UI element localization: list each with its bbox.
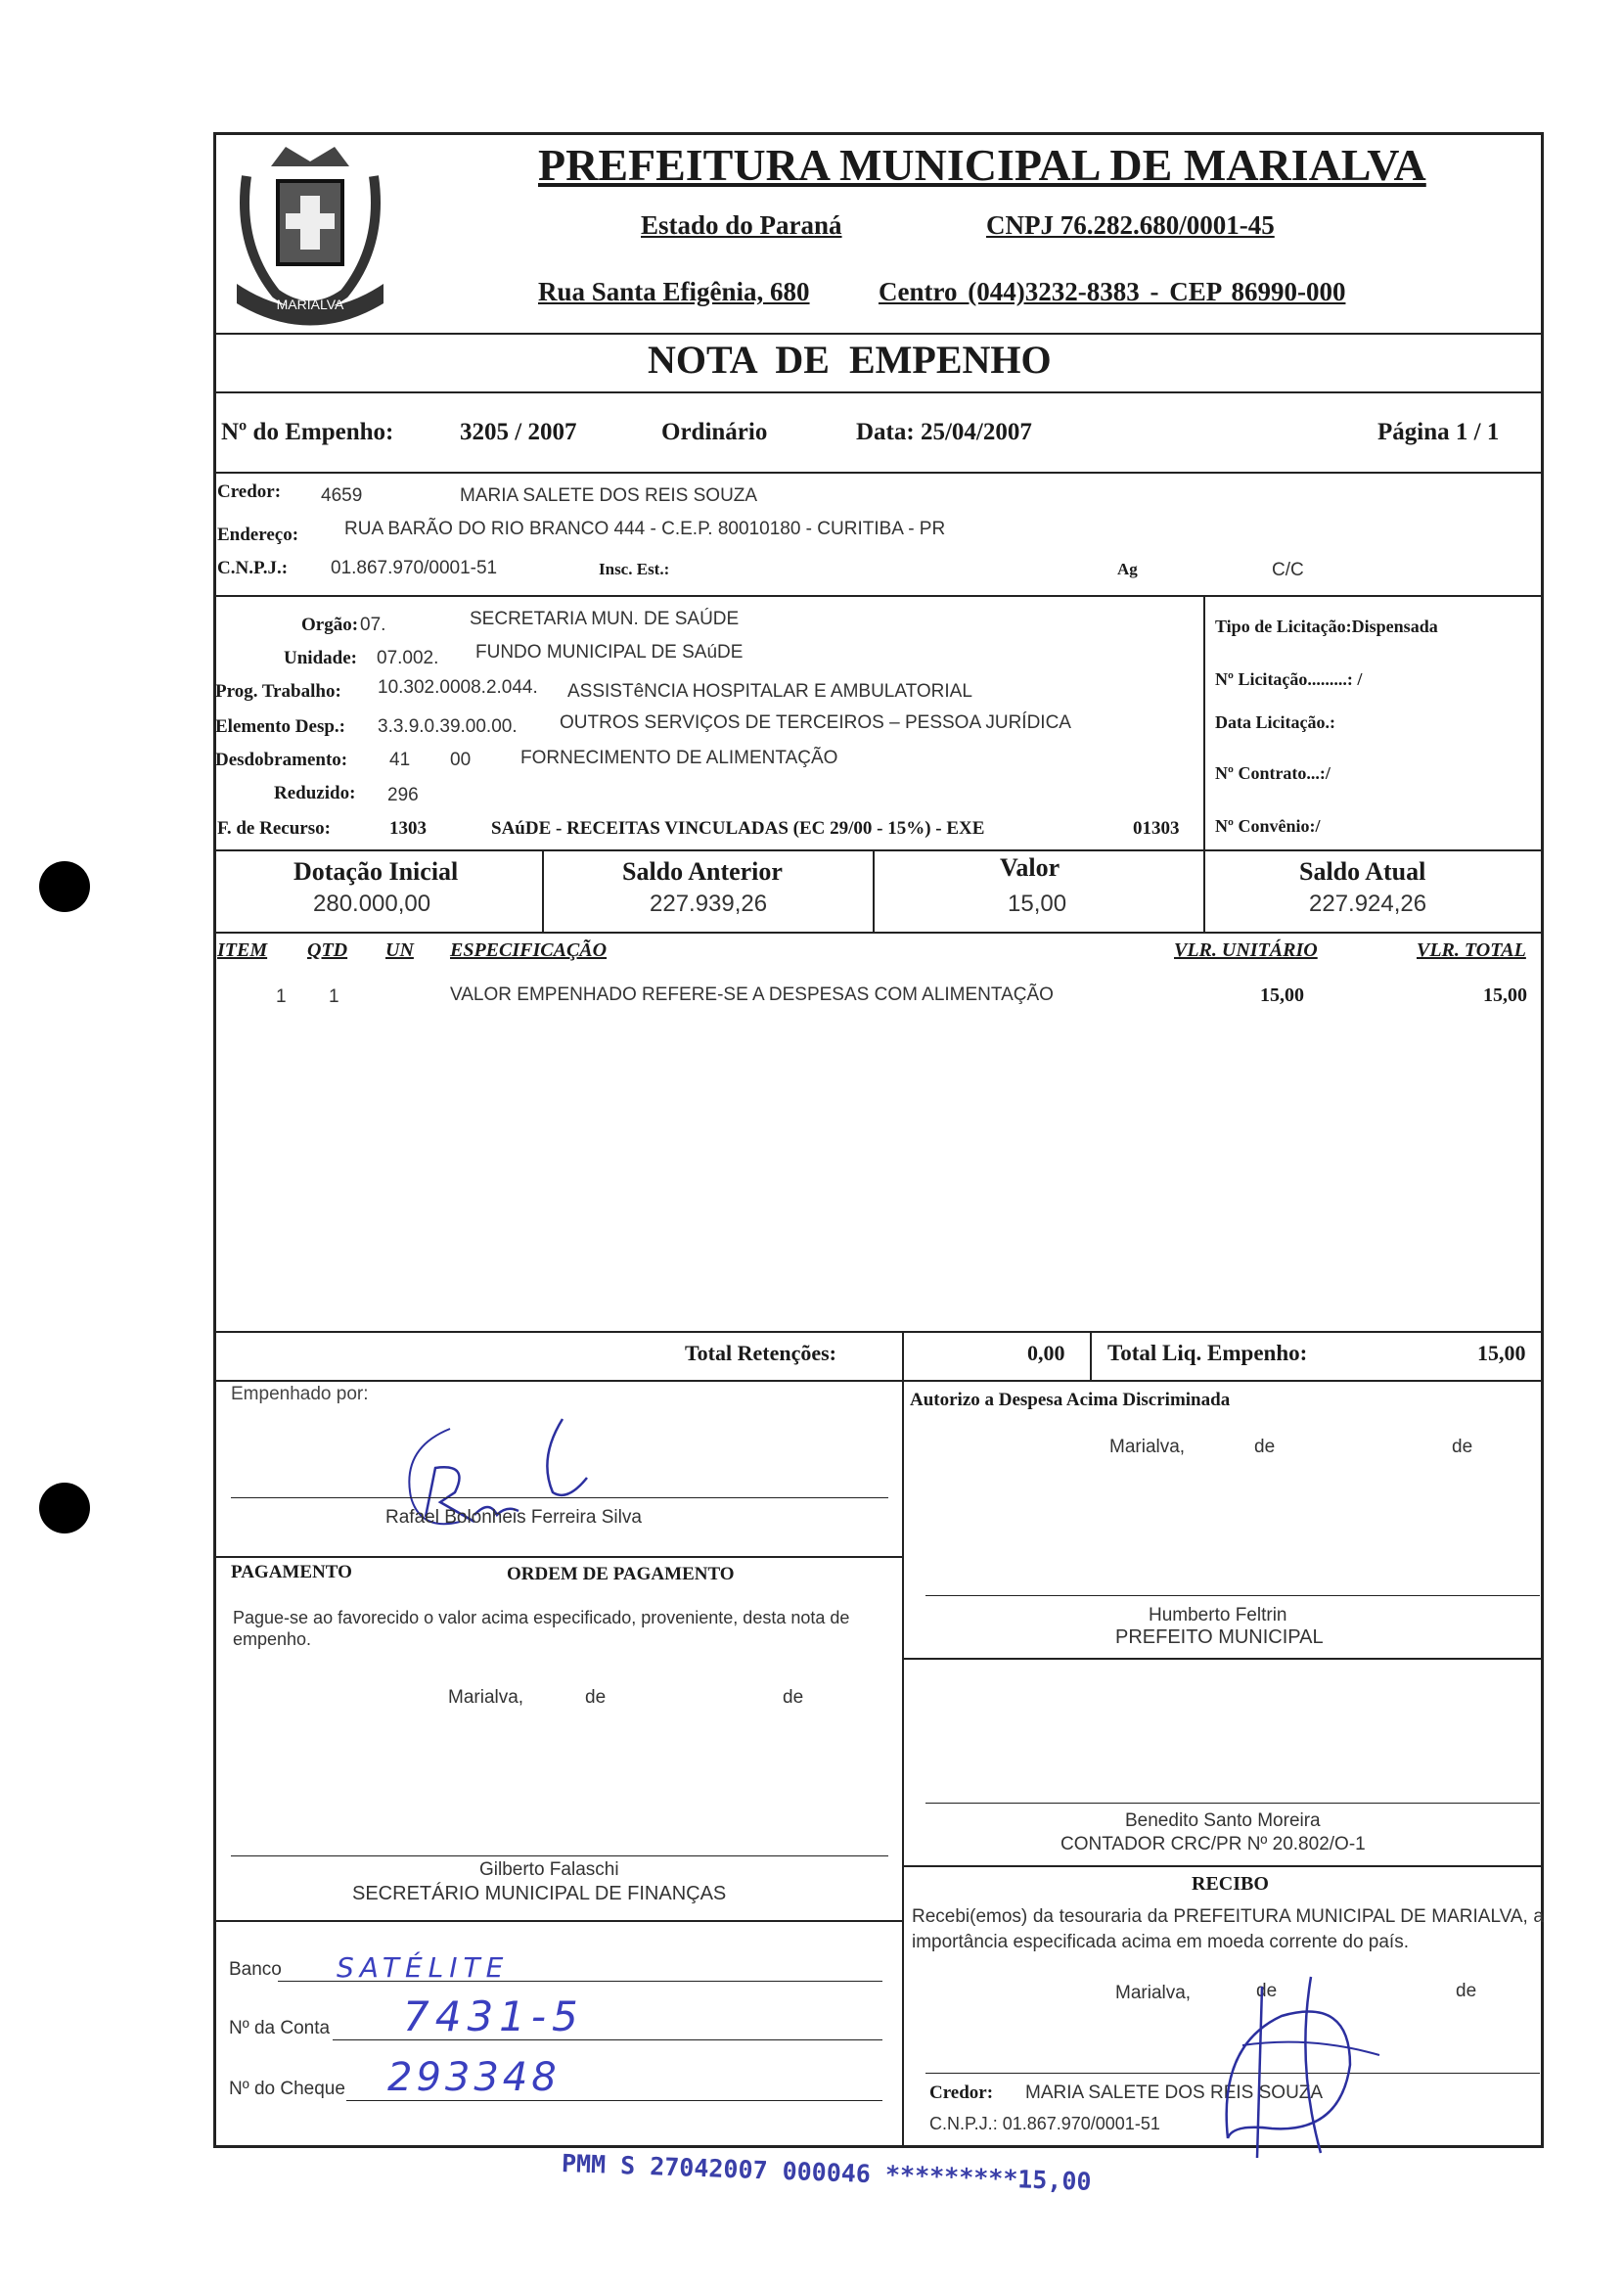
licitacao-convenio: Nº Convênio:/ [1215, 816, 1321, 836]
empenho-number: 3205 / 2007 [460, 419, 577, 445]
recibo-de-2: de [1456, 1981, 1477, 2001]
cheque-label: Nº do Cheque [229, 2079, 345, 2099]
conta-label: Nº da Conta [229, 2018, 331, 2038]
col-un: UN [385, 939, 414, 961]
liq-label: Total Liq. Empenho: [1107, 1341, 1308, 1365]
unidade-name: FUNDO MUNICIPAL DE SAúDE [475, 642, 744, 663]
atual-label: Saldo Atual [1299, 857, 1426, 886]
col-unit-value: VLR. UNITÁRIO [1174, 939, 1318, 961]
credor-name: MARIA SALETE DOS REIS SOUZA [460, 485, 758, 506]
col-qtd: QTD [307, 939, 348, 961]
row-spec: VALOR EMPENHADO REFERE-SE A DESPESAS COM ALIMENTAÇÃO [450, 984, 1054, 1005]
recibo-credor-name: MARIA SALETE DOS REIS SOUZA [1025, 2082, 1324, 2103]
secretario-title: SECRETÁRIO MUNICIPAL DE FINANÇAS [352, 1883, 727, 1904]
recurso-name: SAúDE - RECEITAS VINCULADAS (EC 29/00 - 15%) - EXE [491, 818, 985, 839]
col-item: ITEM [217, 939, 268, 961]
desdob-name: FORNECIMENTO DE ALIMENTAÇÃO [520, 748, 838, 768]
reduzido: 296 [387, 785, 419, 805]
cheque-value[interactable]: 293348 [387, 2055, 561, 2100]
recibo-text: Recebi(emos) da tesouraria da PREFEITURA MUNICIPAL DE MARIALVA, a importância especificada acima em moeda corrente do país. [912, 1906, 1544, 1952]
conta-value[interactable]: 7431-5 [403, 1992, 584, 2040]
recibo-city: Marialva, [1115, 1983, 1192, 2003]
recibo-de-1: de [1256, 1981, 1278, 2001]
prefeito-title: PREFEITO MUNICIPAL [1115, 1626, 1324, 1648]
orgao-name: SECRETARIA MUN. DE SAÚDE [470, 609, 740, 629]
credor-code: 4659 [321, 485, 363, 506]
valor-label: Valor [1000, 853, 1060, 882]
col-spec: ESPECIFICAÇÃO [450, 939, 608, 961]
empenho-date: Data: 25/04/2007 [856, 419, 1032, 445]
valor-value: 15,00 [1008, 891, 1067, 917]
pagamento-de-1: de [585, 1687, 607, 1708]
credor-address: RUA BARÃO DO RIO BRANCO 444 - C.E.P. 80010180 - CURITIBA - PR [344, 519, 946, 539]
retencoes-label: Total Retenções: [685, 1341, 836, 1365]
anterior-value: 227.939,26 [650, 891, 768, 917]
header-title: PREFEITURA MUNICIPAL DE MARIALVA [538, 140, 1426, 190]
prog-code: 10.302.0008.2.044. [378, 677, 538, 698]
prog-label: Prog. Trabalho: [215, 681, 341, 702]
svg-text:MARIALVA: MARIALVA [276, 297, 344, 312]
pagamento-city: Marialva, [448, 1687, 524, 1708]
signature-maria-icon [1203, 1967, 1399, 2163]
ag-label: Ag [1117, 560, 1138, 578]
orgao-code: 07. [360, 615, 386, 635]
recibo-credor-label: Credor: [929, 2082, 994, 2103]
recibo-cnpj: C.N.P.J.: 01.867.970/0001-51 [929, 2114, 1160, 2133]
prefeito-name: Humberto Feltrin [1149, 1605, 1287, 1625]
hole-punch-upper [39, 861, 90, 912]
liq-value: 15,00 [1477, 1341, 1526, 1365]
recurso-label: F. de Recurso: [217, 818, 331, 839]
retencoes-value: 0,00 [1027, 1341, 1065, 1365]
row-item: 1 [276, 986, 287, 1007]
recibo-title: RECIBO [1192, 1873, 1269, 1895]
atual-value: 227.924,26 [1309, 891, 1427, 917]
municipal-crest-icon [217, 137, 403, 333]
page-number: Página 1 / 1 [1377, 419, 1500, 445]
desdob-code1: 41 [389, 750, 411, 770]
address-label: Endereço: [217, 525, 299, 545]
licitacao-numero: Nº Licitação.........: / [1215, 669, 1363, 689]
licitacao-data: Data Licitação.: [1215, 712, 1335, 732]
banco-label: Banco [229, 1959, 282, 1980]
reduzido-label: Reduzido: [274, 783, 356, 803]
contador-name: Benedito Santo Moreira [1125, 1810, 1321, 1831]
elem-code: 3.3.9.0.39.00.00. [378, 716, 518, 737]
insc-label: Insc. Est.: [599, 560, 670, 578]
autorizo-city: Marialva, [1109, 1437, 1186, 1457]
recurso-code2: 01303 [1133, 818, 1180, 839]
pagamento-label: PAGAMENTO [231, 1562, 352, 1582]
pagamento-text: Pague-se ao favorecido o valor acima especificado, proveniente, desta nota de empenho. [233, 1608, 850, 1649]
pagamento-de-2: de [783, 1687, 804, 1708]
credor-cnpj: 01.867.970/0001-51 [331, 558, 498, 578]
payment-stamp: PMM S 27042007 000046 *********15,00 [561, 2149, 1093, 2196]
header-address: Rua Santa Efigênia, 680 [538, 277, 810, 306]
orgao-label: Orgão: [301, 615, 359, 635]
hole-punch-lower [39, 1483, 90, 1533]
header-cnpj: CNPJ 76.282.680/0001-45 [986, 210, 1275, 240]
anterior-label: Saldo Anterior [622, 857, 783, 886]
prog-name: ASSISTêNCIA HOSPITALAR E AMBULATORIAL [567, 681, 972, 702]
dotacao-label: Dotação Inicial [293, 857, 459, 886]
desdob-code2: 00 [450, 750, 472, 770]
autorizo-label: Autorizo a Despesa Acima Discriminada [910, 1390, 1231, 1410]
empenhado-por-label: Empenhado por: [231, 1384, 369, 1404]
autorizo-de-1: de [1254, 1437, 1276, 1457]
header-contact: Centro (044)3232-8383 - CEP 86990-000 [879, 277, 1346, 306]
contador-title: CONTADOR CRC/PR Nº 20.802/O-1 [1060, 1834, 1366, 1854]
secretario-name: Gilberto Falaschi [479, 1859, 619, 1880]
unidade-label: Unidade: [284, 648, 357, 668]
unidade-code: 07.002. [377, 648, 439, 668]
cnpj-label: C.N.P.J.: [217, 558, 289, 578]
autorizo-de-2: de [1452, 1437, 1473, 1457]
dotacao-value: 280.000,00 [313, 891, 431, 917]
empenho-label: Nº do Empenho: [221, 419, 394, 445]
desdob-label: Desdobramento: [215, 750, 348, 770]
ordem-pagamento: ORDEM DE PAGAMENTO [507, 1564, 735, 1584]
banco-value[interactable]: SATÉLITE [337, 1951, 510, 1984]
empenho-type: Ordinário [661, 419, 768, 445]
col-total-value: VLR. TOTAL [1417, 939, 1526, 961]
licitacao-tipo: Tipo de Licitação:Dispensada [1215, 617, 1438, 636]
empenhado-name: Rafael Bolonheis Ferreira Silva [385, 1507, 642, 1528]
recurso-code: 1303 [389, 818, 427, 839]
header-state: Estado do Paraná [641, 210, 842, 240]
doc-title: NOTA DE EMPENHO [648, 338, 1052, 382]
credor-label: Credor: [217, 481, 282, 502]
licitacao-contrato: Nº Contrato...:/ [1215, 763, 1331, 783]
elem-name: OUTROS SERVIÇOS DE TERCEIROS – PESSOA JURÍDICA [560, 712, 1071, 733]
row-unit: 15,00 [1260, 984, 1304, 1006]
elem-label: Elemento Desp.: [215, 716, 345, 737]
cc-label: C/C [1272, 560, 1304, 580]
row-qtd: 1 [329, 986, 339, 1007]
row-total: 15,00 [1483, 984, 1527, 1006]
